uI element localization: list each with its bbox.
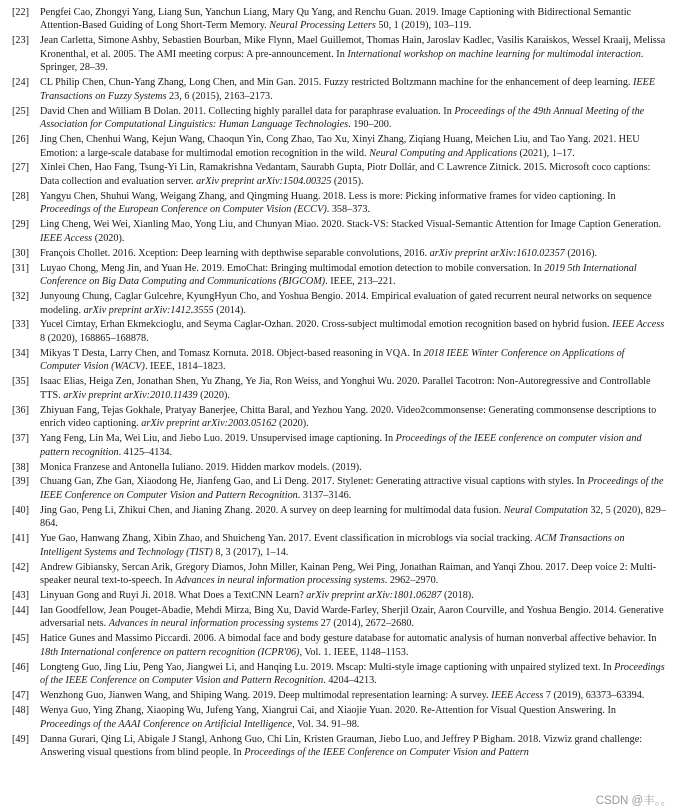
reference-text xyxy=(40,105,666,132)
reference-venue: Neural Computing and Applications xyxy=(369,147,517,159)
reference-venue: Proceedings of the 49th Annual Meeting of the Association for Computational Linguistics: Human Language Technologies xyxy=(40,105,645,131)
reference-entry xyxy=(12,432,666,459)
reference-segment: . 190–200. xyxy=(348,119,392,131)
reference-segment: 8, 3 (2017), 1–14. xyxy=(212,546,289,558)
reference-text xyxy=(40,404,666,431)
reference-entry xyxy=(12,661,666,688)
reference-entry xyxy=(12,262,666,289)
reference-segment: 7 (2019), 63373–63394. xyxy=(543,690,645,702)
reference-number: [25] xyxy=(12,105,29,117)
reference-venue: Neural Processing Letters xyxy=(269,20,376,32)
reference-segment: CL Philip Chen, Chun-Yang Zhang, Long Chen, and Min Gan. 2015. Fuzzy restricted Boltzmann machine for the enhancement of deep learning. xyxy=(40,77,634,89)
reference-segment: Pengfei Cao, Zhongyi Yang, Liang Sun, Yanchun Liang, Mary Qu Yang, and Renchu Guan. 2019. Image Captioning with Bidirectional Semantic Attention-Based Guiding of Long Short-Term Memory. xyxy=(40,7,632,32)
reference-text xyxy=(40,704,666,731)
reference-venue: Proceedings of the IEEE Conference on Computer Vision and Pattern xyxy=(244,747,529,759)
reference-segment: Hatice Gunes and Massimo Piccardi. 2006. A bimodal face and body gesture database for automatic analysis of human nonverbal affective behavior. In xyxy=(40,633,657,645)
reference-segment: 23, 6 (2015), 2163–2173. xyxy=(166,90,273,102)
reference-segment: Zhiyuan Fang, Tejas Gokhale, Pratyay Banerjee, Chitta Baral, and Yezhou Yang. 2020. Video2commonsense: Generating commonsense descriptions to enrich video captioning. xyxy=(40,404,657,430)
reference-segment: Monica Franzese and Antonella Iuliano. 2019. Hidden markov models. (2019). xyxy=(40,461,362,473)
reference-text xyxy=(40,733,666,760)
reference-number: [33] xyxy=(12,319,29,331)
reference-text xyxy=(40,76,666,103)
reference-venue: Proceedings of the AAAI Conference on Artificial Intelligence xyxy=(40,718,293,730)
reference-text xyxy=(40,247,666,260)
reference-segment: Yue Gao, Hanwang Zhang, Xibin Zhao, and Shuicheng Yan. 2017. Event classification in microblogs via social tracking. xyxy=(40,533,536,545)
reference-text xyxy=(40,689,666,702)
reference-entry xyxy=(12,589,666,602)
reference-segment: Chuang Gan, Zhe Gan, Xiaodong He, Jianfeng Gao, and Li Deng. 2017. Stylenet: Generating attractive visual captions with styles. In xyxy=(40,476,588,488)
reference-venue: IEEE Transactions on Fuzzy Systems xyxy=(40,77,656,102)
reference-number: [48] xyxy=(12,705,29,717)
reference-segment: Yangyu Chen, Shuhui Wang, Weigang Zhang, and Qingming Huang. 2018. Less is more: Picking informative frames for video captioning. In xyxy=(40,190,616,202)
reference-segment: . 358–373. xyxy=(326,204,371,216)
reference-entry xyxy=(12,133,666,160)
reference-venue: arXiv preprint arXiv:1801.06287 xyxy=(306,590,442,602)
reference-venue: IEEE Access xyxy=(40,232,93,244)
reference-number: [26] xyxy=(12,134,29,146)
reference-venue: arXiv preprint arXiv:1412.3555 xyxy=(83,304,214,316)
reference-entry xyxy=(12,689,666,702)
reference-segment: (2014). xyxy=(213,304,246,316)
reference-venue: 18th International conference on pattern recognition (ICPR'06) xyxy=(40,646,300,658)
reference-segment: (2015). xyxy=(331,175,364,187)
reference-text xyxy=(40,561,666,588)
reference-number: [28] xyxy=(12,190,29,202)
reference-entry xyxy=(12,604,666,631)
reference-venue: International workshop on machine learning for multimodal interaction xyxy=(347,48,641,60)
reference-number: [47] xyxy=(12,690,29,702)
reference-number: [49] xyxy=(12,733,29,745)
reference-segment: (2021), 1–17. xyxy=(516,147,575,159)
reference-number: [46] xyxy=(12,661,29,673)
reference-segment: Wenzhong Guo, Jianwen Wang, and Shiping Wang. 2019. Deep multimodal representation learning: A survey. xyxy=(40,690,492,702)
reference-segment: Longteng Guo, Jing Liu, Peng Yao, Jiangwei Li, and Hanqing Lu. 2019. Mscap: Multi-style image captioning with unpaired stylized text. In xyxy=(40,661,615,673)
reference-number: [31] xyxy=(12,262,29,274)
reference-text xyxy=(40,661,666,688)
reference-text xyxy=(40,432,666,459)
reference-entry xyxy=(12,375,666,402)
reference-venue: Advances in neural information processing systems xyxy=(175,575,385,587)
reference-number: [27] xyxy=(12,162,29,174)
reference-entry xyxy=(12,704,666,731)
reference-number: [35] xyxy=(12,376,29,388)
reference-venue: Proceedings of the European Conference on Computer Vision (ECCV) xyxy=(40,204,327,216)
reference-venue: arXiv preprint arXiv:1504.00325 xyxy=(196,175,332,187)
reference-segment: . IEEE, 213–221. xyxy=(325,276,396,288)
reference-segment: François Chollet. 2016. Xception: Deep learning with depthwise separable convolutions, 2016. xyxy=(40,247,430,259)
reference-number: [43] xyxy=(12,590,29,602)
reference-venue: Proceedings of the IEEE Conference on Computer Vision and Pattern Recognition xyxy=(40,661,665,687)
reference-number: [42] xyxy=(12,561,29,573)
reference-venue: ACM Transactions on Intelligent Systems and Technology (TIST) xyxy=(40,533,625,558)
reference-segment: . IEEE, 1814–1823. xyxy=(144,361,226,373)
reference-entry xyxy=(12,632,666,659)
reference-text xyxy=(40,604,666,631)
reference-segment: Jing Gao, Peng Li, Zhikui Chen, and Jianing Zhang. 2020. A survey on deep learning for multimodal data fusion. xyxy=(40,504,504,516)
reference-venue: Proceedings of the IEEE conference on computer vision and pattern recognition xyxy=(40,433,642,458)
reference-entry xyxy=(12,161,666,188)
reference-text xyxy=(40,133,666,160)
reference-entry xyxy=(12,561,666,588)
reference-venue: Proceedings of the IEEE Conference on Computer Vision and Pattern Recognition xyxy=(40,476,664,501)
reference-venue: Advances in neural information processing systems xyxy=(108,618,319,630)
reference-venue: IEEE Access xyxy=(491,690,544,702)
reference-entry xyxy=(12,475,666,502)
reference-text xyxy=(40,347,666,374)
reference-entry xyxy=(12,347,666,374)
reference-segment: Luyao Chong, Meng Jin, and Yuan He. 2019. EmoChat: Bringing multimodal emotion detection to mobile conversation. In xyxy=(40,262,545,274)
reference-number: [23] xyxy=(12,35,29,47)
reference-number: [38] xyxy=(12,461,29,473)
reference-entry xyxy=(12,504,666,531)
reference-text xyxy=(40,190,666,217)
reference-segment: Xinlei Chen, Hao Fang, Tsung-Yi Lin, Ramakrishna Vedantam, Saurabh Gupta, Piotr Dollár, and C Lawrence Zitnick. 2015. Microsoft coco captions: Data collection and evaluation server. xyxy=(40,162,651,187)
reference-number: [39] xyxy=(12,476,29,488)
reference-entry xyxy=(12,404,666,431)
reference-entry xyxy=(12,6,666,33)
reference-segment: Junyoung Chung, Caglar Gulcehre, KyungHyun Cho, and Yoshua Bengio. 2014. Empirical evaluation of gated recurrent neural networks on sequence modeling. xyxy=(40,291,652,316)
reference-number: [36] xyxy=(12,404,29,416)
reference-text xyxy=(40,161,666,188)
reference-number: [29] xyxy=(12,219,29,231)
reference-number: [40] xyxy=(12,504,29,516)
reference-number: [41] xyxy=(12,533,29,545)
reference-segment: (2016). xyxy=(564,247,598,259)
reference-number: [24] xyxy=(12,77,29,89)
reference-segment: (2020). xyxy=(92,232,125,244)
reference-segment: Andrew Gibiansky, Sercan Arik, Gregory Diamos, John Miller, Kainan Peng, Wei Ping, Jonathan Raiman, and Yanqi Zhou. 2017. Deep voice 2: Multi-speaker neural text-to-speech. In xyxy=(40,561,657,587)
reference-segment: Linyuan Gong and Ruyi Ji. 2018. What Does a TextCNN Learn? xyxy=(40,590,307,602)
reference-entry xyxy=(12,76,666,103)
reference-venue: 2019 5th International Conference on Big Data Computing and Communications (BIGCOM) xyxy=(40,262,637,288)
reference-entry xyxy=(12,318,666,345)
reference-segment: Yang Feng, Lin Ma, Wei Liu, and Jiebo Luo. 2019. Unsupervised image captioning. In xyxy=(40,433,396,445)
reference-number: [32] xyxy=(12,291,29,303)
reference-text xyxy=(40,375,666,402)
reference-entry xyxy=(12,247,666,260)
reference-segment: . 4204–4213. xyxy=(323,675,377,687)
reference-venue: IEEE Access xyxy=(612,319,665,331)
reference-text xyxy=(40,475,666,502)
reference-number: [22] xyxy=(12,7,29,18)
reference-number: [37] xyxy=(12,433,29,445)
reference-venue: 2018 IEEE Winter Conference on Applications of Computer Vision (WACV) xyxy=(40,347,625,373)
reference-number: [30] xyxy=(12,247,29,259)
reference-segment: (2018). xyxy=(441,590,474,602)
reference-segment: Ling Cheng, Wei Wei, Xianling Mao, Yong Liu, and Chunyan Miao. 2020. Stack-VS: Stacked Visual-Semantic Attention for Image Caption Generation. xyxy=(40,219,662,231)
reference-number: [45] xyxy=(12,633,29,645)
reference-text xyxy=(40,461,666,474)
reference-segment: Jing Chen, Chenhui Wang, Kejun Wang, Chaoqun Yin, Cong Zhao, Tao Xu, Xinyi Zhang, Ziqiang Huang, Meichen Liu, and Tao Yang. 2021. HEU Emotion: a large-scale database for multimodal emotion recognition in the wild. xyxy=(40,134,640,159)
reference-venue: arXiv preprint arXiv:2010.11439 xyxy=(63,389,198,401)
reference-segment: 8 (2020), 168865–168878. xyxy=(40,332,149,344)
reference-text xyxy=(40,589,666,602)
reference-text xyxy=(40,532,666,559)
reference-venue: Neural Computation xyxy=(503,504,588,516)
reference-number: [34] xyxy=(12,347,29,359)
reference-segment: 50, 1 (2019), 103–119. xyxy=(375,20,472,32)
reference-segment: David Chen and William B Dolan. 2011. Collecting highly parallel data for paraphrase evaluation. In xyxy=(40,105,455,117)
reference-venue: arXiv preprint arXiv:1610.02357 xyxy=(429,247,565,259)
reference-venue: arXiv preprint arXiv:2003.05162 xyxy=(141,418,277,430)
reference-entry xyxy=(12,461,666,474)
reference-segment: , Vol. 1. IEEE, 1148–1153. xyxy=(299,646,409,658)
reference-text xyxy=(40,6,666,33)
reference-segment: Yucel Cimtay, Erhan Ekmekcioglu, and Seyma Caglar-Ozhan. 2020. Cross-subject multimodal emotion recognition based on hybrid fusion. xyxy=(40,319,613,331)
reference-segment: , Vol. 34. 91–98. xyxy=(292,718,360,730)
reference-text xyxy=(40,290,666,317)
reference-entry xyxy=(12,733,666,760)
reference-segment: Isaac Elias, Heiga Zen, Jonathan Shen, Yu Zhang, Ye Jia, Ron Weiss, and Yonghui Wu. 2020. Parallel Tacotron: Non-Autoregressive and Controllable TTS. xyxy=(40,376,651,401)
reference-segment: Mikyas T Desta, Larry Chen, and Tomasz Kornuta. 2018. Object-based reasoning in VQA. In xyxy=(40,347,424,359)
reference-text xyxy=(40,632,666,659)
reference-entry xyxy=(12,290,666,317)
reference-segment: 27 (2014), 2672–2680. xyxy=(318,618,414,630)
reference-number: [44] xyxy=(12,605,29,617)
reference-segment: Ian Goodfellow, Jean Pouget-Abadie, Mehdi Mirza, Bing Xu, David Warde-Farley, Sherjil Ozair, Aaron Courville, and Yoshua Bengio. 2014. Generative adversarial nets. xyxy=(40,605,664,630)
reference-segment: . Springer, 28–39. xyxy=(40,48,644,74)
reference-text xyxy=(40,504,666,531)
reference-text xyxy=(40,218,666,245)
reference-entry xyxy=(12,532,666,559)
reference-segment: (2020). xyxy=(276,418,309,430)
reference-segment: . 2962–2970. xyxy=(384,575,439,587)
reference-text xyxy=(40,34,666,74)
reference-entry xyxy=(12,105,666,132)
reference-entry xyxy=(12,34,666,74)
reference-text xyxy=(40,318,666,345)
reference-segment: (2020). xyxy=(197,389,230,401)
reference-segment: Danna Gurari, Qing Li, Abigale J Stangl, Anhong Guo, Chi Lin, Kristen Grauman, Jiebo Luo, and Jeffrey P Bigham. 2018. Vizwiz grand challenge: Answering visual questions from blind people. In xyxy=(40,733,643,759)
reference-segment: . 3137–3146. xyxy=(297,489,352,501)
reference-segment: Jean Carletta, Simone Ashby, Sebastien Bourban, Mike Flynn, Mael Guillemot, Thomas Hain, Jaroslav Kadlec, Vasilis Karaiskos, Wessel Kraaij, Melissa Kronenthal, et al. 2005. The AMI meeting corpus: A pre-announcement. In xyxy=(40,35,666,60)
reference-segment: 32, 5 (2020), 829–864. xyxy=(40,504,666,530)
reference-entry xyxy=(12,190,666,217)
reference-segment: . 4125–4134. xyxy=(118,446,173,458)
csdn-watermark: CSDN @丰。。 xyxy=(595,795,672,807)
reference-segment: Wenya Guo, Ying Zhang, Xiaoping Wu, Jufeng Yang, Xiangrui Cai, and Xiaojie Yuan. 2020. Re-Attention for Visual Question Answering. In xyxy=(40,705,616,717)
reference-entry xyxy=(12,218,666,245)
reference-text xyxy=(40,262,666,289)
